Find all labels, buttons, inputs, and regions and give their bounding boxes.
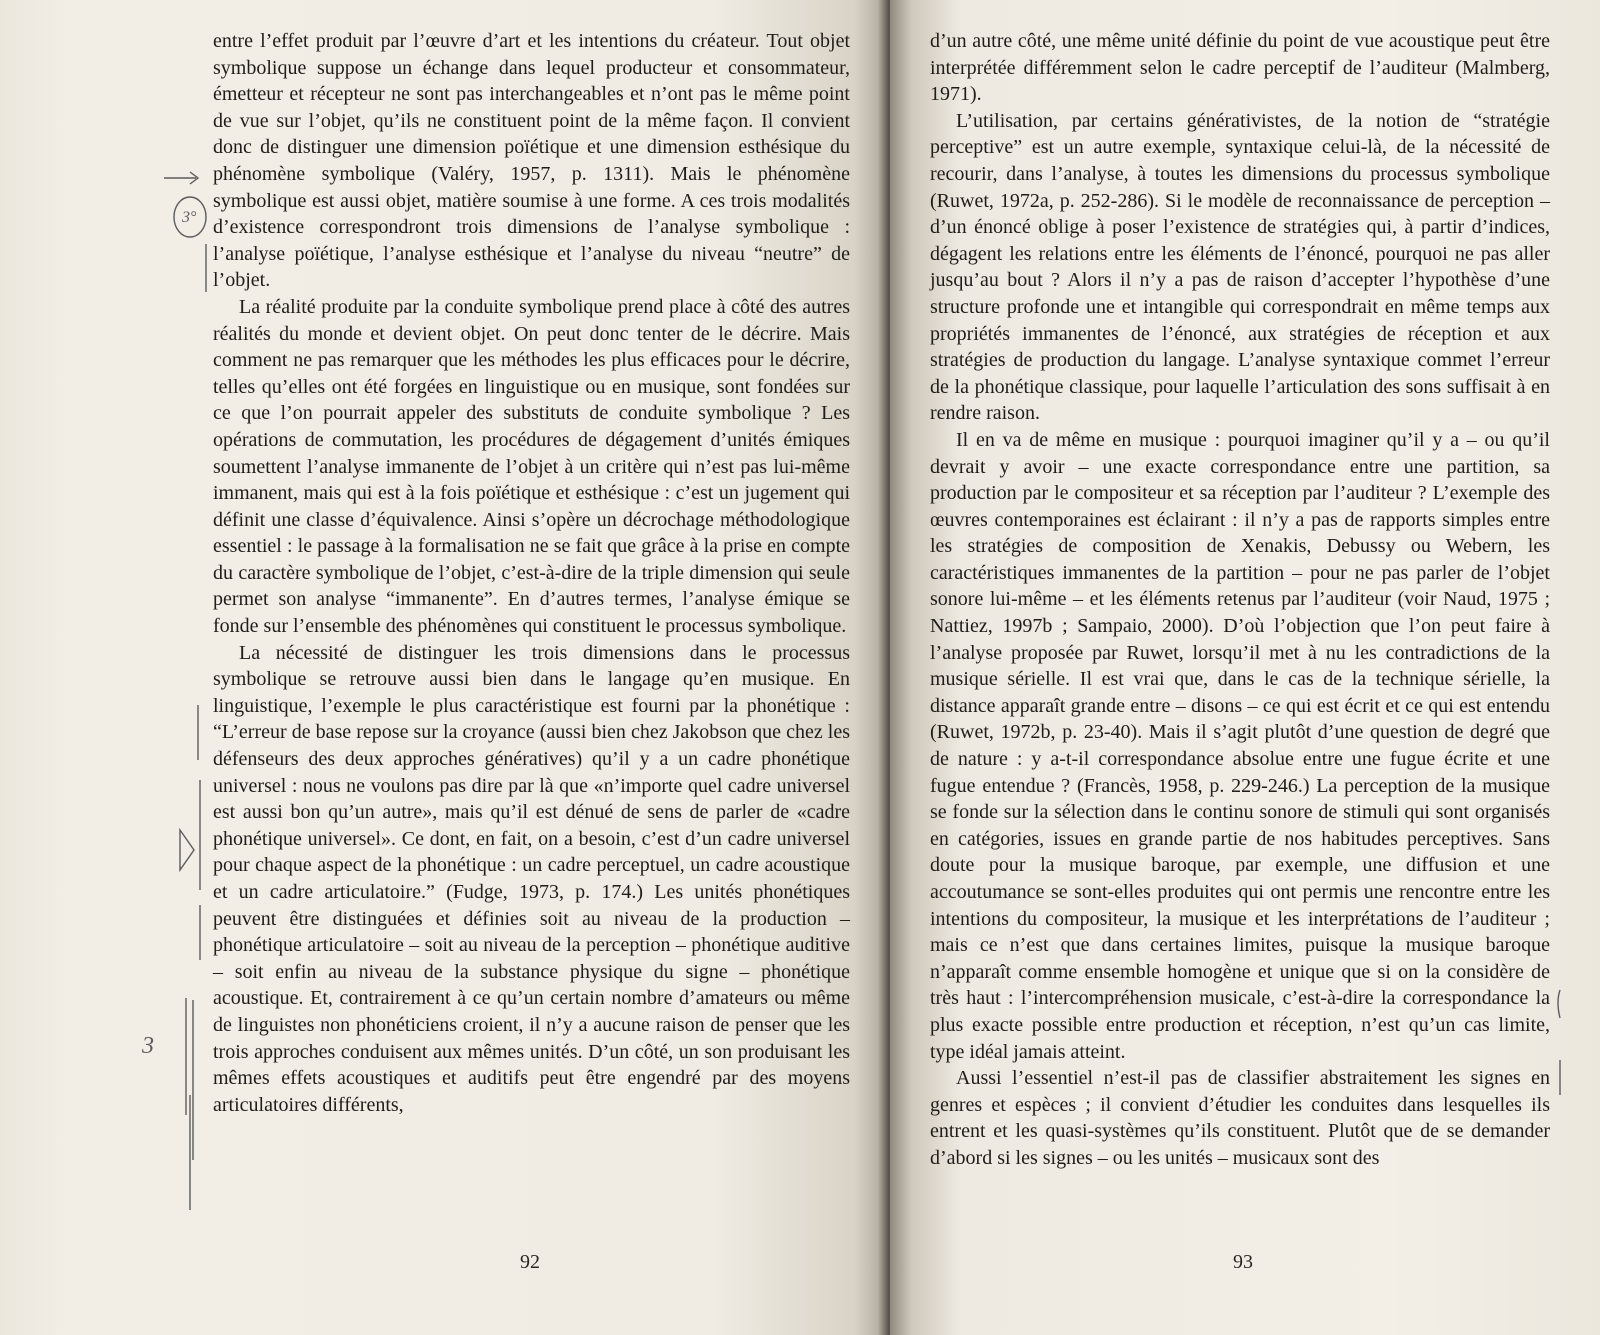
arrow-mark [164,172,198,184]
left-paragraph-1: entre l’effet produit par l’œuvre d’art et les intentions du créateur. Tout objet symbolique suppose un échange dans lequel producteur et consommateur, émetteur et récepteur ne sont pas interchangeables et n’ont pas le même point de vue sur l’objet, qu’ils ne constituent point de la même façon. Il convient donc de distinguer une dimension poïétique et une dimension esthésique du phénomène symbolique (Valéry, 1957, p. 1311). Mais le phénomène symbolique est aussi objet, matière soumise à une forme. A ces trois modalités d’existence correspondront trois dimensions de l’analyse symbolique : l’analyse poïétique, l’analyse esthésique et l’analyse du niveau “neutre” de l’objet. [213,30,850,292]
margin-annotations-right [1554,960,1584,1110]
right-page-text [930,28,1550,1172]
right-page [890,0,1600,1335]
right-paragraph-1: d’un autre côté, une même unité définie du point de vue acoustique peut être interprétée différemment selon le cadre perceptif de l’auditeur (Malmberg, 1971). [930,30,1550,106]
margin-note-2: 3 [142,1033,154,1059]
left-paragraph-2: La réalité produite par la conduite symbolique prend place à côté des autres réalités du monde et devient objet. On peut donc tenter de le décrire. Mais comment ne pas remarquer que les méthodes les plus efficaces pour le décrire, telles qu’elles ont été forgées en linguistique ou en musique, sont fondées sur ce que l’on pourrait appeler des substituts de conduite symbolique ? Les opérations de commutation, les procédures de dégagement d’unités émiques soumettent l’analyse immanente de l’objet à un critère qui n’est pas lui-même immanent, mais qui est à la fois poïétique et esthésique : c’est un jugement qui définit une classe d’équivalence. Ainsi s’opère un décrochage méthodologique essentiel : le passage à la formalisation ne se fait que grâce à la prise en compte du caractère symbolique de l’objet, c’est-à-dire de la triple dimension qui seule permet son analyse “immanente”. En d’autres termes, l’analyse émique se fonde sur l’ensemble des phénomènes qui constituent le processus symbolique. [213,295,850,638]
circled-note-mark [174,197,206,237]
left-page-text [213,28,850,1118]
left-page-number: 92 [520,1251,540,1273]
right-paragraph-4: Aussi l’essentiel n’est-il pas de classifier abstraitement les signes en genres et espèces ; il convient d’étudier les conduites dans lesquelles ils entrent et les quasi-systèmes qu’ils constituent. Plutôt que de se demander d’abord si les signes – ou les unités – musicaux sont des [930,1067,1550,1169]
right-page-number: 93 [1233,1251,1253,1273]
margin-annotations-left [142,160,220,1220]
right-paragraph-2: L’utilisation, par certains générativistes, de la notion de “stratégie perceptive” est un autre exemple, syntaxique celui-là, de la nécessité de recourir, dans l’analyse, à toutes les dimensions du processus symbolique (Ruwet, 1972a, p. 252-286). Si le modèle de reconnaissance de perception – d’un énoncé oblige à poser l’existence de stratégies qui, à partir d’indices, dégagent les relations entre les éléments de l’énoncé, pourquoi ne pas aller jusqu’au bout ? Alors il n’y a pas de raison d’accepter l’hypothèse d’une structure profonde une et intangible qui correspondrait en même temps aux propriétés immanentes de l’énoncé, aux stratégies de réception et aux stratégies de production du langage. L’analyse syntaxique commet l’erreur de la phonétique classique, pour laquelle l’articulation des sons suffisait à en rendre raison. [930,109,1550,425]
left-paragraph-3: La nécessité de distinguer les trois dimensions dans le processus symbolique se retrouve aussi bien dans le langage qu’en musique. En linguistique, l’exemple le plus caractéristique est fourni par la phonétique : “L’erreur de base repose sur la croyance (aussi bien chez Jakobson que chez les défenseurs des deux approches génératives) qu’il y a un cadre phonétique universel : nous ne voulons pas dire par là que «n’importe quel cadre universel est aussi bon qu’un autre», mais qu’il est dénué de sens de parler de «cadre phonétique universel». Ce dont, en fait, on a besoin, c’est d’un cadre universel pour chaque aspect de la phonétique : un cadre perceptuel, un cadre acoustique et un cadre articulatoire.” (Fudge, 1973, p. 174.) Les unités phonétiques peuvent être distinguées et définies soit au niveau de la production – phonétique articulatoire – soit au niveau de la perception – phonétique auditive – soit enfin au niveau de la substance physique du signe – phonétique acoustique. Et, contrairement à ce qu’un certain nombre d’amateurs ou même de linguistes non phonéticiens croient, il n’y a aucune raison de penser que les trois approches conduisent aux mêmes unités. D’un côté, un son produisant les mêmes effets acoustiques et auditifs peut être engendré par des moyens articulatoires différents, [213,641,850,1116]
right-margin-bracket-1 [1558,990,1560,1018]
margin-note-1: 3° [182,209,197,226]
right-paragraph-3: Il en va de même en musique : pourquoi imaginer qu’il y a – ou qu’il devrait y avoir – une exacte correspondance entre une partition, sa production par le compositeur et sa réception par l’auditeur ? L’exemple des œuvres contemporaines est éclairant : il n’y a pas de rapports simples entre les stratégies de composition de Xenakis, Debussy ou Webern, les caractéristiques immanentes de la partition – pour ne pas parler de l’objet sonore lui-même – et les éléments retenus par l’auditeur (voir Naud, 1975 ; Nattiez, 1997b ; Sampaio, 2000). D’où l’objection que l’on peut faire à l’analyse proposée par Ruwet, lorsqu’il met à nu les contradictions de la musique sérielle. Il est vrai que, dans le cas de la technique sérielle, la distance apparaît grande entre – disons – ce qui est écrit et ce qui est entendu (Ruwet, 1972b, p. 23-40). Mais il s’agit plutôt d’une question de degré que de nature : y a-t-il correspondance absolue entre une fugue écrite et une fugue entendue ? (Francès, 1958, p. 229-246.) La perception de la musique se fonde sur la sélection dans le continu sonore de stimuli qui sont organisés en catégories, issues en grande partie de nos habitudes perceptives. Sans doute pour la musique baroque, par exemple, une diffusion et une accoutumance se sont-elles produites qui ont permis une rencontre entre les intentions du compositeur, la musique et les interprétations de l’auditeur ; mais ce n’est que dans certaines limites, puisque la musique baroque n’apparaît comme ensemble homogène et unique que si on la considère de très haut : l’intercompréhension musicale, c’est-à-dire la correspondance la plus exacte possible entre production et réception, n’est qu’un cas limite, type idéal jamais atteint. [930,428,1550,1063]
triangle-mark [180,830,194,870]
